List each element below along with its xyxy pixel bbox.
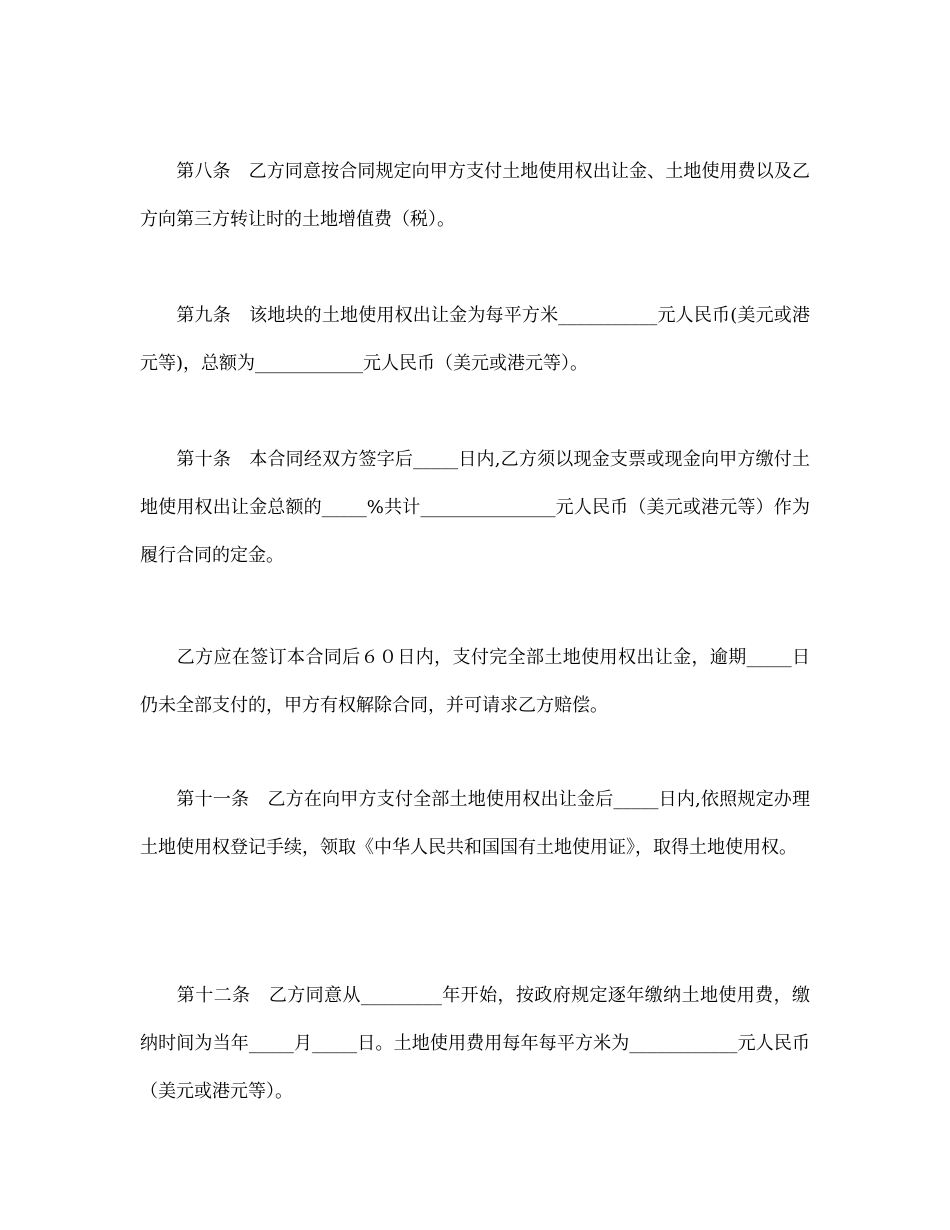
article-9-paragraph: 第九条 该地块的土地使用权出让金为每平方米___________元人民币(美元或港元等)，总额为____________元人民币（美元或港元等）。: [140, 305, 810, 374]
article-10-paragraph: 第十条 本合同经双方签字后_____日内,乙方须以现金支票或现金向甲方缴付土地使用权出让金总额的_____%共计_______________元人民币（美元或港元等）作为履行合同的定金。: [140, 449, 810, 566]
article-11-paragraph: 第十一条 乙方在向甲方支付全部土地使用权出让金后_____日内,依照规定办理土地使用权登记手续，领取《中华人民共和国国有土地使用证》，取得土地使用权。: [140, 789, 810, 858]
payment-deadline-paragraph: 乙方应在签订本合同后６０日内，支付完全部土地使用权出让金，逾期_____日仍未全部支付的，甲方有权解除合同，并可请求乙方赔偿。: [140, 647, 810, 716]
article-12-paragraph: 第十二条 乙方同意从_________年开始，按政府规定逐年缴纳土地使用费，缴纳时间为当年_____月_____日。土地使用费用每年每平方米为____________元人民币（美元或港元等）。: [140, 985, 810, 1102]
article-8-paragraph: 第八条 乙方同意按合同规定向甲方支付土地使用权出让金、土地使用费以及乙方向第三方转让时的土地增值费（税）。: [140, 161, 810, 230]
